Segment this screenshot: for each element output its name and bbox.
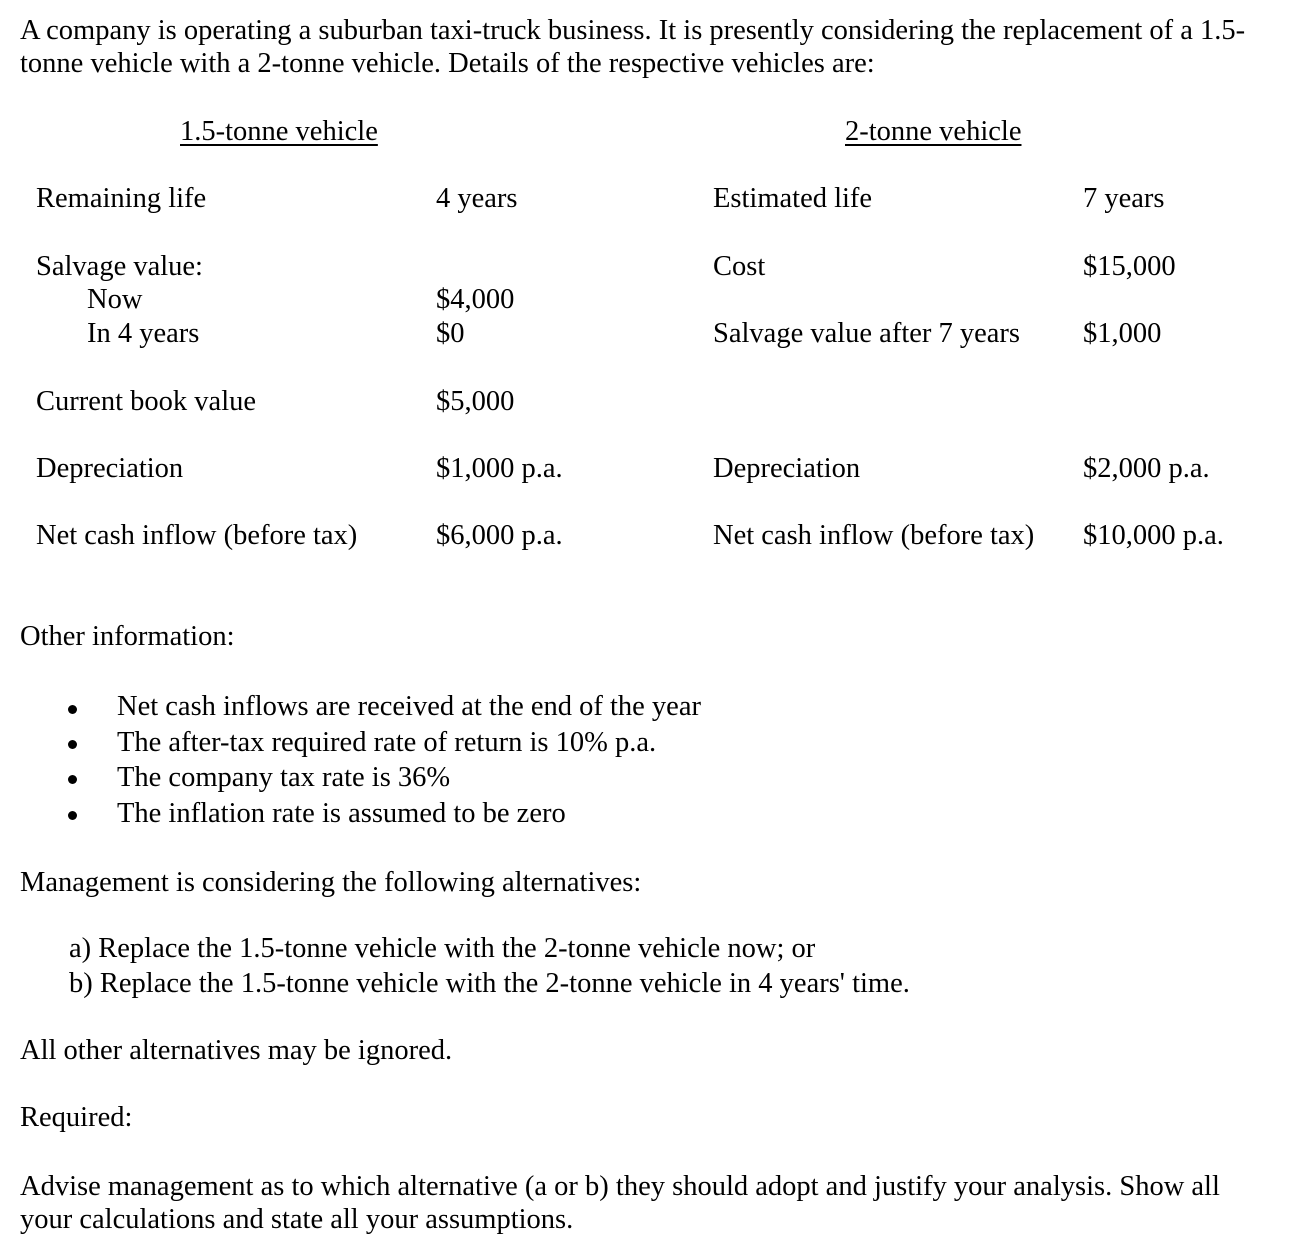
alternatives-heading: Management is considering the following alternatives: [20, 867, 642, 898]
old-depreciation-value: $1,000 p.a. [436, 453, 563, 484]
remaining-life-label: Remaining life [36, 183, 207, 214]
new-net-cash-value: $10,000 p.a. [1083, 520, 1224, 551]
book-value-label: Current book value [36, 386, 257, 417]
bullet-icon [68, 705, 77, 714]
old-vehicle-heading: 1.5-tonne vehicle [180, 116, 378, 147]
bullet-icon [68, 811, 77, 820]
old-net-cash-value: $6,000 p.a. [436, 520, 563, 551]
ignore-note: All other alternatives may be ignored. [20, 1035, 453, 1066]
intro-line-1: A company is operating a suburban taxi-truck business. It is presently considering the replacement of a 1.5- [20, 15, 1246, 46]
other-info-item: The after-tax required rate of return is 10% p.a. [117, 727, 657, 758]
other-info-heading: Other information: [20, 621, 235, 652]
cost-value: $15,000 [1083, 251, 1176, 282]
new-net-cash-label: Net cash inflow (before tax) [713, 520, 1035, 551]
old-net-cash-label: Net cash inflow (before tax) [36, 520, 358, 551]
new-salvage-value: $1,000 [1083, 318, 1162, 349]
estimated-life-value: 7 years [1083, 183, 1165, 214]
alternative-a: a) Replace the 1.5-tonne vehicle with the 2-tonne vehicle now; or [69, 933, 816, 964]
new-depreciation-label: Depreciation [713, 453, 861, 484]
remaining-life-value: 4 years [436, 183, 518, 214]
new-depreciation-value: $2,000 p.a. [1083, 453, 1210, 484]
required-line-1: Advise management as to which alternative (a or b) they should adopt and justify your analysis. Show all [20, 1171, 1220, 1202]
bullet-icon [68, 775, 77, 784]
intro-line-2: tonne vehicle with a 2-tonne vehicle. Details of the respective vehicles are: [20, 48, 875, 79]
cost-label: Cost [713, 251, 766, 282]
alternative-b: b) Replace the 1.5-tonne vehicle with the 2-tonne vehicle in 4 years' time. [69, 968, 910, 999]
estimated-life-label: Estimated life [713, 183, 873, 214]
book-value-value: $5,000 [436, 386, 515, 417]
required-line-2: your calculations and state all your assumptions. [20, 1204, 574, 1235]
other-info-item: The company tax rate is 36% [117, 762, 451, 793]
salvage-now-value: $4,000 [436, 284, 515, 315]
old-depreciation-label: Depreciation [36, 453, 184, 484]
bullet-icon [68, 740, 77, 749]
new-vehicle-heading: 2-tonne vehicle [845, 116, 1022, 147]
other-info-item: The inflation rate is assumed to be zero [117, 798, 566, 829]
required-heading: Required: [20, 1102, 133, 1133]
salvage-value-label: Salvage value: [36, 251, 203, 282]
salvage-4y-value: $0 [436, 318, 465, 349]
salvage-now-label: Now [87, 284, 143, 315]
other-info-item: Net cash inflows are received at the end of the year [117, 691, 701, 722]
salvage-4y-label: In 4 years [87, 318, 200, 349]
new-salvage-label: Salvage value after 7 years [713, 318, 1021, 349]
